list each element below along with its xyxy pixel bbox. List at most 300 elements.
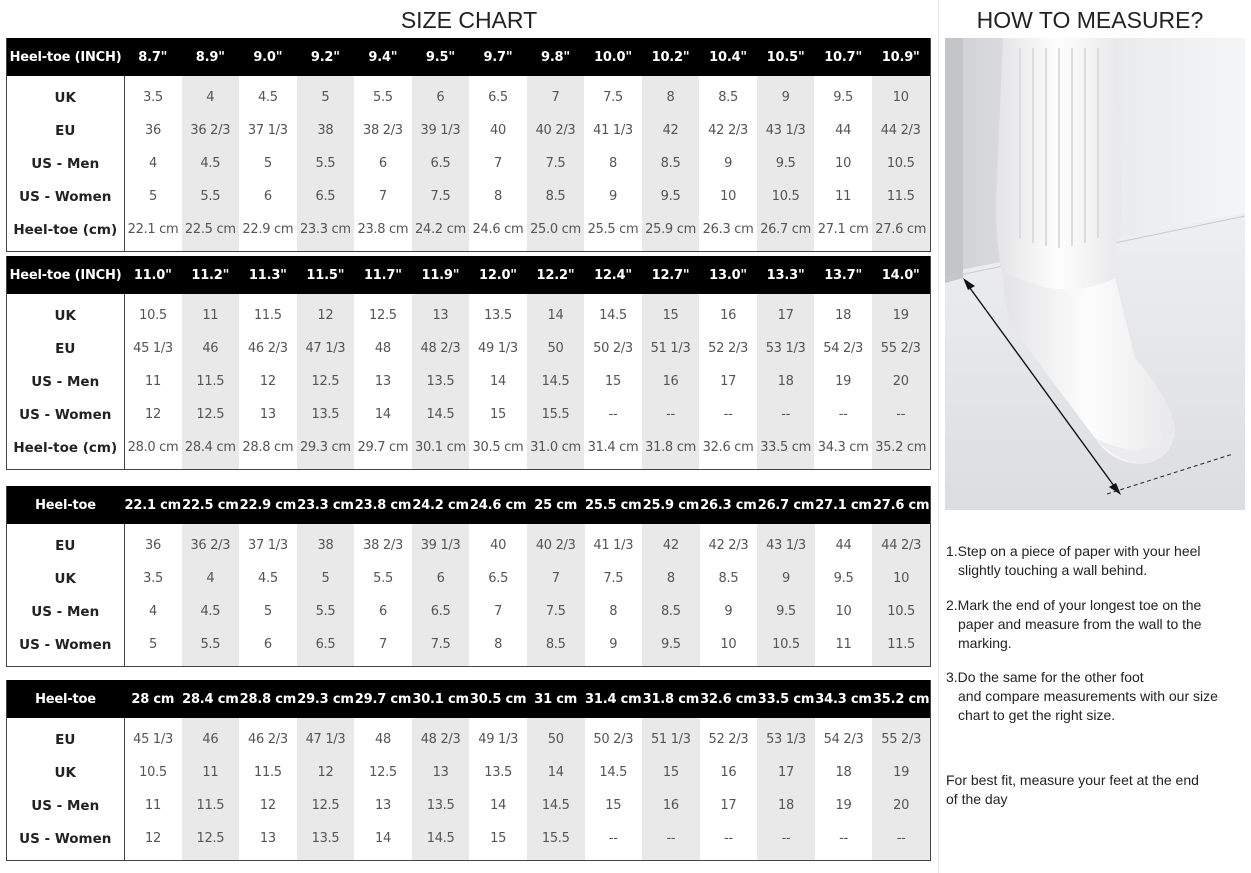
size-cell: 12.5: [369, 765, 397, 780]
tip-text: of the day: [946, 791, 1008, 807]
column-header: 8.9": [182, 38, 240, 76]
size-cell: 6: [412, 562, 470, 595]
size-cell: 37 1/3: [247, 123, 288, 138]
size-cell: --: [872, 398, 930, 431]
step-text: 2.Mark the end of your longest toe on the: [946, 597, 1202, 613]
column-header: 10.5": [757, 38, 815, 76]
size-cell: 4: [182, 81, 240, 114]
size-cell: 36 2/3: [182, 114, 240, 147]
size-cell: 7.5: [412, 180, 470, 213]
header-row: [7, 680, 930, 718]
size-cell: 55 2/3: [872, 723, 930, 756]
size-cell: 19: [872, 299, 930, 332]
size-cell: 24.6 cm: [472, 222, 524, 237]
table-row: [7, 562, 930, 595]
row-label: UK: [7, 562, 124, 595]
size-cell: 11.5: [182, 789, 240, 822]
size-cell: 38 2/3: [363, 538, 403, 553]
size-cell: 11: [145, 374, 161, 389]
size-cell: 14.5: [599, 308, 627, 323]
size-cell: 27.1 cm: [817, 222, 869, 237]
size-cell: --: [723, 407, 733, 422]
size-cell: 6: [263, 637, 272, 652]
row-label: US - Women: [7, 822, 124, 855]
size-cell: 19: [872, 756, 930, 789]
size-cell: 46 2/3: [247, 341, 288, 356]
size-cell: 7: [378, 189, 387, 204]
table-row: [7, 147, 930, 180]
size-cell: 50: [527, 723, 585, 756]
column-header: 10.0": [584, 38, 642, 76]
size-cell: 49 1/3: [478, 732, 519, 747]
column-header: 30.5 cm: [469, 680, 527, 718]
size-cell: 40 2/3: [527, 114, 585, 147]
size-cell: 6: [412, 81, 470, 114]
row-label: UK: [7, 299, 124, 332]
size-cell: 12.5: [297, 365, 355, 398]
size-cell: 9.5: [757, 147, 815, 180]
size-cell: 8: [642, 562, 700, 595]
size-table: [6, 38, 931, 252]
size-cell: 14: [527, 756, 585, 789]
column-header: 23.3 cm: [297, 486, 355, 524]
column-header: 9.7": [469, 38, 527, 76]
column-header: 13.7": [814, 256, 872, 294]
column-header: 26.7 cm: [757, 486, 815, 524]
size-cell: 38 2/3: [362, 123, 403, 138]
size-cell: 4.5: [258, 571, 278, 586]
size-cell: 3.5: [143, 571, 163, 586]
size-cell: 32.6 cm: [702, 440, 754, 455]
size-cell: 3.5: [143, 90, 163, 105]
size-cell: 14.5: [412, 822, 470, 855]
size-cell: 42 2/3: [708, 538, 749, 553]
row-label: US - Men: [7, 365, 124, 398]
size-cell: 6: [378, 156, 387, 171]
size-cell: 5: [149, 637, 158, 652]
size-cell: 5: [297, 562, 355, 595]
size-cell: 5.5: [373, 90, 393, 105]
column-header: 24.6 cm: [469, 486, 527, 524]
size-cell: 50: [527, 332, 585, 365]
column-header: 25.9 cm: [642, 486, 700, 524]
size-cell: 53 1/3: [757, 723, 815, 756]
column-header: 29.7 cm: [354, 680, 412, 718]
size-cell: 48: [375, 732, 391, 747]
size-cell: 38: [297, 114, 355, 147]
size-cell: 13.5: [412, 789, 470, 822]
size-cell: 30.1 cm: [412, 431, 470, 464]
table-row: [7, 365, 930, 398]
table-row: [7, 529, 930, 562]
size-cell: 11.5: [254, 765, 282, 780]
size-cell: 13: [374, 374, 391, 389]
size-cell: 12.5: [297, 789, 355, 822]
tip-text: For best fit, measure your feet at the end: [946, 772, 1199, 788]
size-cell: 9.5: [642, 180, 700, 213]
column-header: 27.6 cm: [872, 486, 930, 524]
column-header: 11.2": [182, 256, 240, 294]
size-cell: 25.0 cm: [527, 213, 585, 246]
column-header: 9.0": [239, 38, 297, 76]
sock-foot-measure-photo: [945, 38, 1245, 510]
column-header: 26.3 cm: [700, 486, 758, 524]
size-cell: 7: [494, 604, 503, 619]
column-header: 10.4": [699, 38, 757, 76]
header-row: [7, 486, 930, 524]
size-cell: 5.5: [297, 595, 355, 628]
size-cell: 12: [259, 374, 276, 389]
size-cell: 15.5: [527, 822, 585, 855]
size-cell: 9.5: [833, 571, 854, 586]
column-header: 28.4 cm: [182, 680, 240, 718]
size-cell: 7: [493, 156, 502, 171]
column-header: 10.7": [814, 38, 872, 76]
column-header: 14.0": [872, 256, 930, 294]
step-text: and compare measurements with our size: [958, 688, 1218, 704]
size-cell: 11.5: [182, 365, 240, 398]
size-cell: --: [757, 822, 815, 855]
row-label: US - Women: [7, 180, 124, 213]
size-table-grid: [7, 38, 930, 251]
size-cell: 46 2/3: [248, 732, 288, 747]
step-text: paper and measure from the wall to the: [958, 616, 1202, 632]
size-cell: 30.5 cm: [472, 440, 524, 455]
size-table: [6, 680, 931, 861]
size-cell: 47 1/3: [297, 723, 355, 756]
table-row: [7, 822, 930, 855]
size-cell: 12: [297, 756, 355, 789]
row-label: UK: [7, 81, 124, 114]
column-header: 22.9 cm: [239, 486, 297, 524]
size-cell: 9: [609, 637, 618, 652]
row-header-label: Heel-toe (INCH): [7, 256, 124, 294]
size-cell: --: [839, 831, 848, 846]
column-header: 11.3": [239, 256, 297, 294]
size-cell: --: [872, 822, 930, 855]
size-cell: 14: [375, 831, 391, 846]
size-table-grid: [7, 680, 930, 860]
size-cell: 5.5: [182, 180, 240, 213]
size-cell: 44: [835, 538, 852, 553]
size-cell: 11.5: [872, 180, 930, 213]
size-cell: 6.5: [488, 90, 508, 105]
size-cell: 18: [757, 789, 815, 822]
size-cell: 10: [835, 604, 852, 619]
size-cell: 4: [149, 156, 157, 171]
size-cell: 51 1/3: [642, 723, 700, 756]
column-header: 29.3 cm: [297, 680, 355, 718]
size-cell: 17: [757, 756, 815, 789]
size-cell: 4.5: [257, 90, 278, 105]
size-cell: 28.0 cm: [127, 440, 179, 455]
column-header: 32.6 cm: [700, 680, 758, 718]
size-cell: 13.5: [297, 398, 355, 431]
size-cell: 16: [642, 365, 700, 398]
size-cell: 13: [259, 831, 276, 846]
size-cell: 43 1/3: [757, 529, 815, 562]
row-label: EU: [7, 332, 124, 365]
column-header: 28.8 cm: [239, 680, 297, 718]
size-cell: 26.7 cm: [757, 213, 815, 246]
size-cell: 7.5: [412, 628, 470, 661]
size-cell: 50 2/3: [593, 732, 634, 747]
row-label: EU: [7, 529, 124, 562]
size-table-grid: [7, 486, 930, 666]
size-cell: 4.5: [182, 595, 240, 628]
size-cell: 44 2/3: [872, 114, 930, 147]
size-cell: 14: [374, 407, 391, 422]
size-cell: 22.1 cm: [127, 222, 179, 237]
size-cell: 28.4 cm: [182, 431, 240, 464]
size-cell: 12: [145, 831, 161, 846]
size-cell: 8: [609, 156, 617, 171]
size-cell: 18: [757, 365, 815, 398]
column-header: 25.5 cm: [585, 486, 643, 524]
how-to-measure-panel: [940, 0, 1251, 873]
table-row: [7, 81, 930, 114]
size-cell: 31.0 cm: [527, 431, 585, 464]
size-cell: 8.5: [527, 180, 585, 213]
size-cell: 47 1/3: [297, 332, 355, 365]
column-header: 13.3": [757, 256, 815, 294]
size-cell: 36 2/3: [182, 529, 240, 562]
size-table: [6, 486, 931, 667]
column-header: 31.4 cm: [585, 680, 643, 718]
size-cell: 11: [145, 798, 161, 813]
size-cell: 43 1/3: [757, 114, 815, 147]
size-cell: 14.5: [527, 789, 585, 822]
size-cell: 13: [375, 798, 391, 813]
column-header: 35.2 cm: [872, 680, 930, 718]
size-cell: 15: [490, 831, 507, 846]
size-cell: 5: [263, 604, 272, 619]
row-label: US - Men: [7, 147, 124, 180]
column-header: 22.1 cm: [124, 486, 182, 524]
size-cell: 14: [527, 299, 585, 332]
size-cell: 48: [374, 341, 391, 356]
step-1: [946, 542, 1246, 580]
size-cell: 36: [145, 538, 161, 553]
size-cell: 11: [835, 189, 852, 204]
size-cell: 9: [757, 562, 815, 595]
column-header: 8.7": [124, 38, 182, 76]
size-cell: 20: [872, 789, 930, 822]
size-cell: --: [642, 822, 700, 855]
row-label: US - Women: [7, 628, 124, 661]
size-cell: 6: [379, 604, 388, 619]
size-cell: 15.5: [527, 398, 585, 431]
size-cell: 19: [835, 374, 852, 389]
size-cell: 54 2/3: [823, 341, 864, 356]
size-cell: 7.5: [603, 90, 623, 105]
size-cell: 8.5: [642, 595, 700, 628]
size-cell: 9: [609, 189, 617, 204]
wall-side: [945, 38, 963, 283]
size-cell: 39 1/3: [412, 529, 470, 562]
column-header: 12.7": [642, 256, 700, 294]
size-cell: 46: [182, 723, 240, 756]
size-cell: 14: [489, 374, 506, 389]
size-cell: 11.5: [253, 308, 282, 323]
step-text: slightly touching a wall behind.: [958, 562, 1148, 578]
table-row: [7, 213, 930, 246]
size-cell: 34.3 cm: [817, 440, 869, 455]
column-header: 13.0": [699, 256, 757, 294]
table-row: [7, 299, 930, 332]
size-cell: 14.5: [599, 765, 628, 780]
column-header: 12.0": [469, 256, 527, 294]
size-cell: 4: [149, 604, 158, 619]
size-cell: 7: [379, 637, 388, 652]
how-to-measure-title: HOW TO MEASURE?: [976, 7, 1204, 33]
size-cell: 51 1/3: [642, 332, 700, 365]
size-cell: 11: [835, 637, 852, 652]
size-cell: 45 1/3: [133, 732, 173, 747]
size-cell: 31.8 cm: [642, 431, 700, 464]
size-cell: 8: [642, 81, 700, 114]
column-header: 11.7": [354, 256, 412, 294]
size-cell: 13.5: [412, 365, 470, 398]
column-header: 25 cm: [527, 486, 585, 524]
size-cell: 42: [642, 114, 700, 147]
size-cell: 23.3 cm: [297, 213, 355, 246]
column-header: 34.3 cm: [815, 680, 873, 718]
size-cell: 15: [605, 798, 622, 813]
size-cell: 10: [720, 637, 737, 652]
column-header: 31 cm: [527, 680, 585, 718]
size-cell: 12: [145, 407, 161, 422]
size-cell: 13.5: [484, 765, 513, 780]
size-cell: 8.5: [642, 147, 700, 180]
size-cell: 12.5: [182, 822, 240, 855]
size-cell: 23.8 cm: [357, 222, 409, 237]
step-text: marking.: [958, 635, 1012, 651]
size-cell: 19: [835, 798, 852, 813]
size-cell: 22.5 cm: [182, 213, 240, 246]
size-cell: 10.5: [139, 308, 167, 323]
step-text: 3.Do the same for the other foot: [946, 669, 1144, 685]
table-row: [7, 332, 930, 365]
table-row: [7, 628, 930, 661]
table-row: [7, 723, 930, 756]
size-cell: 10: [872, 562, 930, 595]
size-cell: 44: [835, 123, 852, 138]
size-cell: 33.5 cm: [757, 431, 815, 464]
size-cell: 20: [872, 365, 930, 398]
size-cell: 15: [489, 407, 506, 422]
table-row: [7, 398, 930, 431]
size-cell: 12: [259, 798, 276, 813]
size-cell: 16: [720, 765, 737, 780]
size-cell: 6.5: [488, 571, 509, 586]
size-cell: 16: [642, 789, 700, 822]
size-cell: 54 2/3: [823, 732, 864, 747]
size-cell: 13.5: [297, 822, 355, 855]
column-header: 27.1 cm: [815, 486, 873, 524]
size-cell: 7: [527, 81, 585, 114]
row-label: US - Men: [7, 789, 124, 822]
size-cell: --: [724, 831, 733, 846]
column-header: 11.0": [124, 256, 182, 294]
size-cell: 27.6 cm: [872, 213, 930, 246]
size-cell: 11: [182, 756, 240, 789]
size-cell: 13.5: [484, 308, 512, 323]
panel-divider: [938, 0, 939, 873]
size-cell: 40: [489, 123, 506, 138]
size-cell: 48 2/3: [412, 723, 470, 756]
row-label: EU: [7, 114, 124, 147]
size-table: [6, 256, 931, 470]
size-cell: 25.9 cm: [642, 213, 700, 246]
column-header: 30.1 cm: [412, 680, 470, 718]
size-cell: 29.7 cm: [357, 440, 409, 455]
size-cell: 45 1/3: [133, 341, 173, 356]
size-cell: 5: [149, 189, 157, 204]
size-cell: 5.5: [297, 147, 355, 180]
size-cell: 15: [605, 374, 621, 389]
size-cell: 7: [527, 562, 585, 595]
size-cell: 9: [724, 604, 733, 619]
size-cell: 6.5: [412, 147, 470, 180]
size-cell: 46: [182, 332, 240, 365]
size-cell: 12.5: [369, 308, 397, 323]
row-label: US - Men: [7, 595, 124, 628]
size-cell: 29.3 cm: [297, 431, 355, 464]
size-cell: 9.5: [642, 628, 700, 661]
row-header-label: Heel-toe: [7, 486, 124, 524]
size-cell: 53 1/3: [757, 332, 815, 365]
size-cell: 12.5: [182, 398, 240, 431]
size-cell: 9: [757, 81, 815, 114]
step-2: [946, 596, 1246, 653]
size-cell: --: [757, 398, 815, 431]
size-cell: 38: [297, 529, 355, 562]
size-cell: 8.5: [527, 628, 585, 661]
size-cell: 6: [263, 189, 272, 204]
size-cell: 13: [412, 299, 470, 332]
size-cell: 5.5: [373, 571, 393, 586]
step-text: 1.Step on a piece of paper with your heel: [946, 543, 1201, 559]
size-cell: 10: [720, 189, 737, 204]
size-cell: --: [642, 398, 700, 431]
size-cell: 14.5: [527, 365, 585, 398]
column-header: 10.2": [642, 38, 700, 76]
size-cell: 42: [642, 529, 700, 562]
size-cell: 16: [720, 308, 737, 323]
fit-tip: [946, 771, 1246, 809]
row-header-label: Heel-toe (INCH): [7, 38, 124, 76]
size-cell: 52 2/3: [708, 732, 749, 747]
size-cell: 9.5: [757, 595, 815, 628]
size-cell: 5: [297, 81, 355, 114]
row-label: EU: [7, 723, 124, 756]
size-cell: 14.5: [412, 398, 470, 431]
size-cell: 6.5: [412, 595, 470, 628]
size-cell: 44 2/3: [872, 529, 930, 562]
size-cell: 5: [263, 156, 272, 171]
column-header: 22.5 cm: [182, 486, 240, 524]
size-cell: 9.5: [833, 90, 854, 105]
column-header: 9.8": [527, 38, 585, 76]
column-header: 11.9": [412, 256, 470, 294]
size-cell: 28.8 cm: [242, 440, 294, 455]
size-cell: --: [608, 407, 618, 422]
size-cell: 10.5: [757, 180, 815, 213]
size-cell: 31.4 cm: [587, 440, 639, 455]
size-cell: 8: [494, 637, 503, 652]
size-cell: 15: [642, 299, 700, 332]
